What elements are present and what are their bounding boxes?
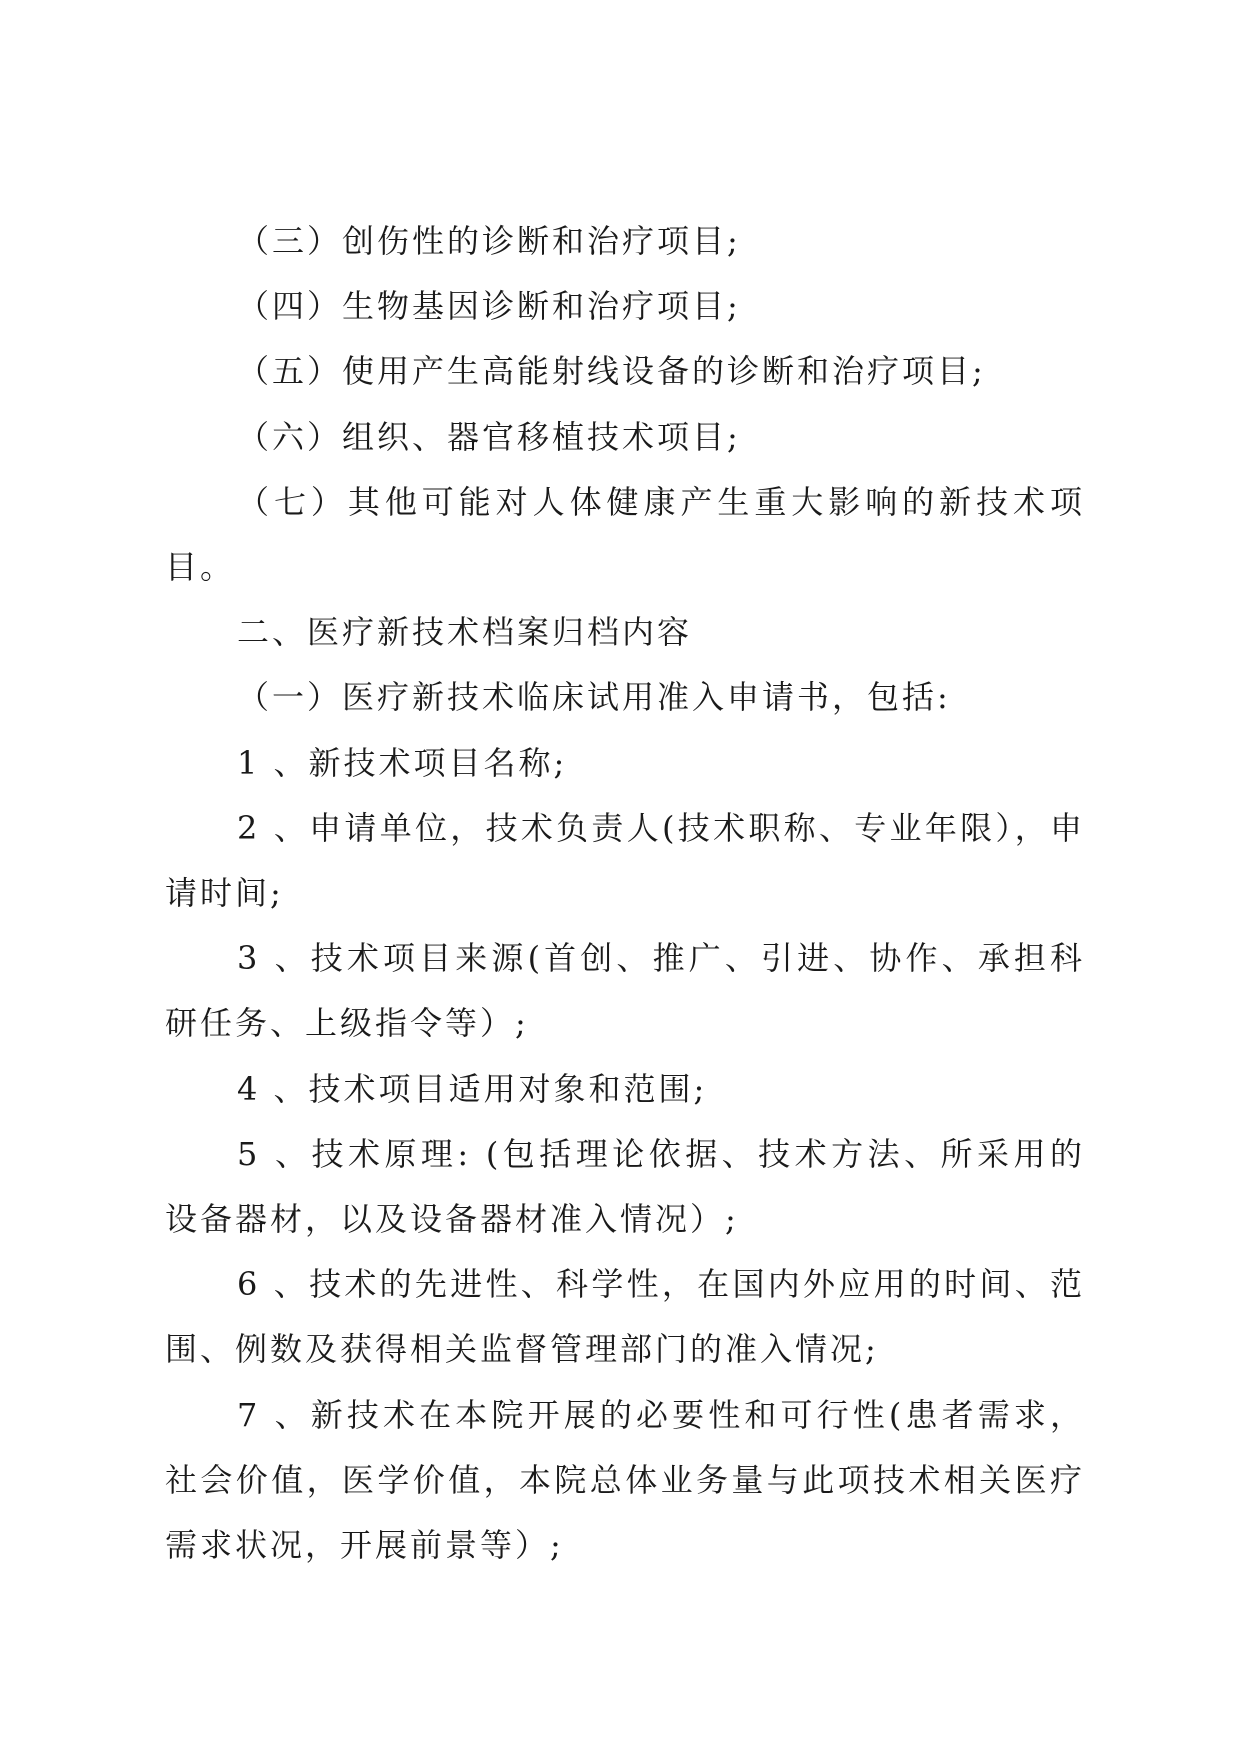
numbered-item-7: 7 、新技术在本院开展的必要性和可行性(患者需求，社会价值，医学价值，本院总体业务量与此项技术相关医疗需求状况，开展前景等）; xyxy=(165,1395,1085,1565)
numbered-item-4: 4 、技术项目适用对象和范围; xyxy=(237,1069,708,1108)
numbered-item-2: 2 、申请单位，技术负责人(技术职称、专业年限），申请时间; xyxy=(165,808,1085,913)
subsection-heading-1: （一）医疗新技术临床试用准入申请书，包括: xyxy=(237,678,951,717)
numbered-item-6: 6 、技术的先进性、科学性，在国内外应用的时间、范围、例数及获得相关监督管理部门的准入情况; xyxy=(165,1265,1085,1369)
list-item-7: （七）其他可能对人体健康产生重大影响的新技术项目。 xyxy=(165,482,1085,587)
numbered-item-5: 5 、技术原理: (包括理论依据、技术方法、所采用的设备器材，以及设备器材准入情况）; xyxy=(165,1134,1085,1239)
numbered-item-1: 1 、新技术项目名称; xyxy=(237,743,568,782)
document-body xyxy=(165,209,1085,1578)
list-item-6: （六）组织、器官移植技术项目; xyxy=(237,417,741,456)
numbered-item-3: 3 、技术项目来源(首创、推广、引进、协作、承担科研任务、上级指令等）; xyxy=(165,939,1085,1043)
list-item-3: （三）创伤性的诊断和治疗项目; xyxy=(237,222,741,260)
list-item-4: （四）生物基因诊断和治疗项目; xyxy=(237,287,741,326)
section-heading-2: 二、医疗新技术档案归档内容 xyxy=(237,613,693,652)
list-item-5: （五）使用产生高能射线设备的诊断和治疗项目; xyxy=(237,352,986,391)
